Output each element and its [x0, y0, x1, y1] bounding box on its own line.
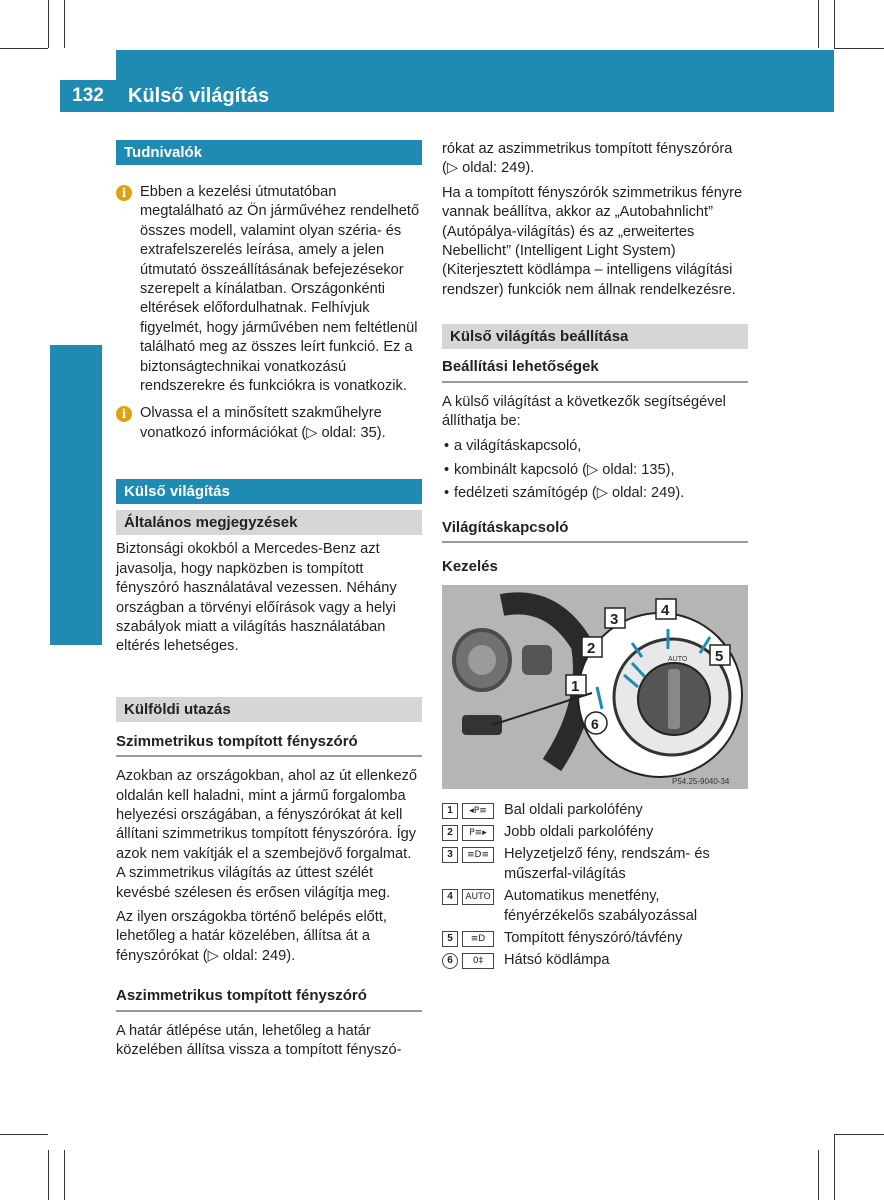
subsection-header-altalanos: Általános megjegyzések	[116, 510, 422, 535]
info-note	[116, 404, 422, 443]
legend-number: 6	[442, 953, 458, 969]
crop-mark	[834, 1134, 884, 1135]
info-icon: i	[116, 406, 132, 422]
right-column	[442, 140, 748, 974]
crop-mark	[834, 1134, 835, 1200]
photo-code: P54.25-9040-34	[672, 776, 730, 786]
legend-text: Hátsó ködlámpa	[504, 952, 610, 969]
list-item: • a világításkapcsoló,	[442, 437, 748, 456]
subsection-header-kulfoldi: Külföldi utazás	[116, 697, 422, 722]
legend-number: 5	[442, 931, 458, 947]
legend-number: 2	[442, 825, 458, 841]
legend-row	[442, 929, 748, 948]
callout-4: 4	[661, 601, 670, 619]
paragraph: A határ átlépése után, lehetőleg a határ közelében állítsa vissza a tompított fényszó-	[116, 1022, 402, 1058]
callout-1: 1	[571, 677, 580, 695]
legend-row	[442, 951, 748, 970]
parking-right-icon: P≡▸	[462, 825, 494, 841]
crop-mark	[0, 1134, 48, 1135]
legend-row	[442, 801, 748, 820]
auto-light-icon: AUTO	[462, 889, 494, 905]
paragraph: rókat az aszimmetrikus tompított fényszóróra (▷ oldal: 249).	[442, 141, 733, 177]
crop-mark	[48, 0, 49, 48]
list-item: • fedélzeti számítógép (▷ oldal: 249).	[442, 484, 748, 503]
light-switch-illustration	[442, 585, 748, 789]
side-tab-label: Világítás és ablaktörlők	[76, 434, 97, 645]
parking-left-icon: ◂P≡	[462, 803, 494, 819]
legend-row	[442, 887, 748, 926]
legend-text: Automatikus menetfény, fényérzékelős szabályozással	[504, 888, 698, 924]
dipped-beam-icon: ≡D	[462, 931, 494, 947]
legend-text: Jobb oldali parkolófény	[504, 823, 654, 840]
paragraph: Az ilyen országokba történő belépés előtt, lehetőleg a határ közelében, állítsa át a fényszórókat (▷ oldal: 249).	[116, 908, 387, 964]
legend-text: Tompított fényszóró/távfény	[504, 929, 683, 946]
paragraph: Ha a tompított fényszórók szimmetrikus fényre vannak beállítva, akkor az „Autobahnlicht” (Autópálya-világítás) és az „erweitertes Nebellicht” (Intelligent Light System) (Kiterjesztett ködlámpa – intelligens világítási rendszer) funkciók nem állnak rendelkezésre.	[442, 184, 743, 298]
crop-mark	[818, 1150, 819, 1200]
side-light-icon: ≡D≡	[462, 847, 494, 863]
left-column	[116, 140, 422, 1060]
crop-mark	[48, 1150, 49, 1200]
paragraph: Biztonsági okokból a Mercedes-Benz azt javasolja, hogy napközben is tompított fényszóró használatával vezessen. Néhány országban a törvényi előírások vagy a helyi szabályok miatt a világítás használatában eltérés lehetséges.	[116, 541, 397, 655]
page-title: Külső világítás	[128, 85, 270, 107]
subheading-szimmetrikus: Szimmetrikus tompított fényszóró	[116, 732, 422, 757]
crop-mark	[0, 48, 48, 49]
info-note	[116, 183, 422, 396]
callout-5: 5	[715, 647, 724, 665]
crop-mark	[834, 0, 835, 48]
crop-mark	[818, 0, 819, 48]
light-switch-photo	[442, 585, 748, 789]
auto-label: AUTO	[668, 655, 688, 663]
crop-mark	[64, 1150, 65, 1200]
callout-6: 6	[591, 715, 599, 732]
subheading-lehetosegek: Beállítási lehetőségek	[442, 357, 748, 382]
subsection-header-beallitasa: Külső világítás beállítása	[442, 324, 748, 349]
legend-number: 1	[442, 803, 458, 819]
callout-3: 3	[610, 610, 619, 628]
subheading-vilagitaskapcsolo: Világításkapcsoló	[442, 518, 748, 543]
list-item: • kombinált kapcsoló (▷ oldal: 135),	[442, 461, 748, 480]
legend-text: Helyzetjelző fény, rendszám- és műszerfal-világítás	[504, 846, 710, 882]
section-header-tudnivalok: Tudnivalók	[116, 140, 422, 165]
info-icon: i	[116, 185, 132, 201]
section-header-kulso: Külső világítás	[116, 479, 422, 504]
crop-mark	[64, 0, 65, 48]
legend-number: 4	[442, 889, 458, 905]
subheading-aszimmetrikus: Aszimmetrikus tompított fényszóró	[116, 986, 422, 1011]
paragraph: A külső világítást a következők segítségével állíthatja be:	[442, 393, 726, 430]
legend-number: 3	[442, 847, 458, 863]
info-text: Ebben a kezelési útmutatóban megtalálható az Ön járművéhez rendelhető összes modell, valamint olyan széria- és extrafelszerelés leírása, amely a jelen útmutató összeállításának befejezésekor szerepelt a kínálatban. Országonkénti eltérések előfordulhatnak. Felhívjuk figyelmét, hogy járművében nem feltétlenül található meg az összes leírt funkció. Ez a biztonságtechnikai vonatkozású rendszerekre és funkciókra is vonatkozik.	[140, 184, 420, 395]
info-text: Olvassa el a minősített szakműhelyre vonatkozó információkat (▷ oldal: 35).	[140, 405, 386, 441]
callout-2: 2	[587, 639, 596, 657]
page-number: 132	[60, 80, 116, 112]
legend-text: Bal oldali parkolófény	[504, 801, 643, 818]
rear-fog-light-icon: 0‡	[462, 953, 494, 969]
subheading-kezeles: Kezelés	[442, 558, 498, 576]
paragraph: Azokban az országokban, ahol az út ellenkező oldalán kell haladni, mint a jármű forgalomba helyezési országában, a fényszórókat át kell állítani szimmetrikus tompított fényszóróra. Így azok nem vakítják el a szembejövő forgalmat. A szimmetrikus világítás az úttest szélét kevésbé szélesen és erősen világítja meg.	[116, 768, 417, 901]
legend-row	[442, 823, 748, 842]
crop-mark	[834, 48, 884, 49]
legend-row	[442, 845, 748, 884]
